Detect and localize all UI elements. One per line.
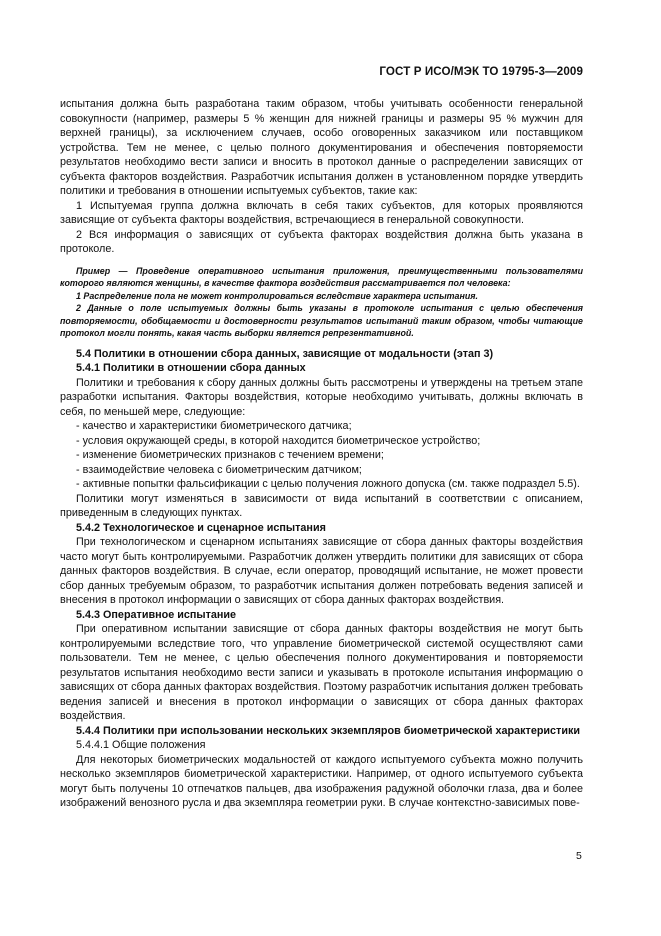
bullet-item: - изменение биометрических признаков с течением времени; — [76, 449, 384, 461]
document-body — [60, 97, 583, 811]
section-heading: 5.4 Политики в отношении сбора данных, зависящие от модальности (этап 3) — [76, 347, 494, 360]
subsubsection-heading: 5.4.4.1 Общие положения — [76, 739, 206, 751]
subsection-heading: 5.4.1 Политики в отношении сбора данных — [76, 362, 306, 374]
page-number: 5 — [576, 850, 582, 862]
paragraph: При технологическом и сценарном испытаниях зависящие от сбора данных факторы воздействия часто могут быть контролируемыми. Разработчик должен утвердить политики для зависящих от сбора данных факторов воздействия. В случае, если оператор, проводящий испытание, не может провести сбор данных требуемым образом, то разработчик испытания должен потребовать ведения записей и внесения в протокол информации о зависящих от сбора данных факторах воздействия. — [60, 536, 583, 606]
example-text: Пример — Проведение оперативного испытания приложения, преимущественными пользователями которого являются женщины, в качестве фактора воздействия рассматривается пол человека: — [60, 265, 583, 288]
example-note: 1 Распределение пола не может контролироваться вследствие характера испытания. — [76, 290, 478, 301]
subsection-heading: 5.4.3 Оперативное испытание — [76, 608, 237, 621]
paragraph: Для некоторых биометрических модальностей от каждого испытуемого субъекта можно получить несколько экземпляров биометрической характеристики. Например, от одного испытуемого субъекта могут быть получены 10 отпечатков пальцев, два изображения радужной оболочки глаза, два и более изображений венозного русла и два экземпляра геометрии руки. В случае контекстно-зависимых пове- — [60, 753, 583, 809]
bullet-item: - условия окружающей среды, в которой находится биометрическое устройство; — [76, 434, 481, 447]
list-item: 2 Вся информация о зависящих от субъекта факторах воздействия должна быть указана в протоколе. — [60, 228, 583, 255]
paragraph: При оперативном испытании зависящие от сбора данных факторы воздействия не могут быть контролируемыми вследствие того, что управление биометрической системой осуществляют сами пользователи. Тем не менее, с целью обеспечения полного документирования и повторяемости результатов испытания необходимо вести записи и указывать в протоколе испытания информацию о зависящих от сбора данных факторах воздействия. Поэтому разработчик испытания должен требовать ведения записей и внесения в протокол информации о зависящих от сбора данных факторах воздействия. — [60, 623, 583, 722]
example-note: 2 Данные о поле испытуемых должны быть указаны в протоколе испытания с целью обеспечения повторяемости, обобщаемости и достоверности результатов испытаний таким образом, чтобы читающие протокол могли понять, какая часть выборки является репрезентативной. — [60, 303, 583, 338]
list-item: 1 Испытуемая группа должна включать в себя таких субъектов, для которых проявляются зависящие от субъекта факторы воздействия, встречающиеся в генеральной совокупности. — [60, 199, 583, 226]
paragraph: Политики и требования к сбору данных должны быть рассмотрены и утверждены на третьем этапе разработки испытания. Факторы воздействия, которые необходимо учитывать, должны включать в себя, по меньшей мере, следующие: — [60, 376, 583, 418]
bullet-item: - качество и характеристики биометрического датчика; — [76, 420, 352, 432]
document-header: ГОСТ Р ИСО/МЭК ТО 19795-3—2009 — [379, 65, 583, 78]
bullet-item: - активные попытки фальсификации с целью получения ложного допуска (см. также подраздел 5.5). — [76, 478, 580, 490]
paragraph: испытания должна быть разработана таким образом, чтобы учитывать особенности генеральной совокупности (например, размеры 5 % женщин для нижней границы и размеры 95 % мужчин для верхней границы), за исключением случаев, особо оговоренных заказчиком или поставщиком устройства. Тем не менее, с целью полного документирования и обеспечения повторяемости результатов необходимо вести записи и вносить в протокол данные о распределении зависящих от субъекта факторов воздействия. Разработчик испытания должен в установленном порядке утвердить политики и требования в отношении испытуемых субъектов, такие как: — [60, 98, 583, 197]
subsection-heading: 5.4.4 Политики при использовании нескольких экземпляров биометрической характеристики — [76, 724, 581, 737]
bullet-item: - взаимодействие человека с биометрическим датчиком; — [76, 463, 362, 476]
paragraph: Политики могут изменяться в зависимости от вида испытаний в соответствии с описанием, приведенным в следующих пунктах. — [60, 492, 583, 519]
subsection-heading: 5.4.2 Технологическое и сценарное испытания — [76, 521, 326, 534]
